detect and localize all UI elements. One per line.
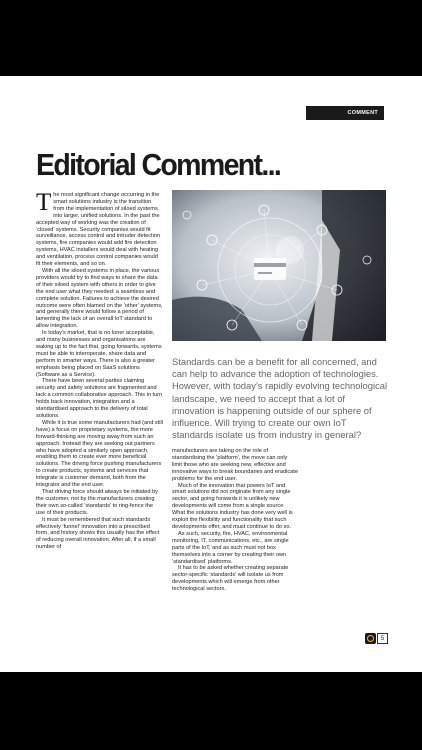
paragraph-text: he most significant change occurring in the smart solutions industry is the transition from the implementation of siloed systems into larger, unified solutions. In the past the accepted way of working was the creation of ‘closed’ systems. Security companies would fit surveillance, access control and intruder detection systems, fire companies would add fire detection systems, HVAC installers would deal with heating and ventilation, process control companies would fit their elements, and so on. (36, 192, 161, 268)
magazine-page (0, 76, 422, 672)
hero-image (172, 190, 386, 341)
article-paragraph: While it is true some manufacturers had (and still have) a focus on proprietary systems, the more forward-thinking are moving away from such an approach. Instead they are seeking out partners who have adopted a similarly open approach, enabling them to create ever more beneficial solutions. The driving force pushing manufacturers to create products, systems and services that integrate is customer demand, both from the integrator and the end user. (36, 419, 163, 489)
drop-cap: T (36, 189, 52, 216)
section-tab: COMMENT (306, 106, 384, 120)
article-paragraph: That driving force should always be initiated by the customer, not by the manufacturers creating their own so-called ‘standards’ to ring-fence the use of their products. (36, 488, 158, 516)
article-paragraph: As such, security, fire, HVAC, environmental monitoring, IT, communications, etc., are single parts of the IoT, and as such must not box themselves into a corner by creating their own ‘standardised’ platforms. (172, 530, 289, 565)
article-column-left (36, 189, 163, 551)
article-paragraph: Much of the innovation that powers IoT and smart solutions did not originate from any single sector, and going forwards it is unlikely new developments will come from a single source. What the solutions industry has done very well is exploit the flexibility and functionality that such developments offer, and must continue to do so. (172, 482, 293, 530)
page-number: 5 (377, 633, 388, 644)
article-title: Editorial Comment... (36, 147, 281, 182)
article-paragraph: With all the siloed systems in place, the various providers would try to find ways to share the data of their siloed system with others in order to give the end user what they needed: a seamless and complete solution. Failures to achieve the desired outcome were often blamed on the ‘other’ systems, and generally there would follow a period of lamenting the lack of an overall IoT standard to allow integration. (36, 267, 163, 330)
pull-quote: Standards can be a benefit for all concerned, and can help to advance the adoption of technologies. However, with today’s rapidly evolving technological landscape, we need to accept that a lot of innovation is happening outside of our sphere of influence. Will trying to create our own IoT standards isolate us from industry in general? (172, 356, 388, 441)
article-paragraph: It has to be asked whether creating separate sector-specific ‘standards’ will isolate us from developments which will emerge from other technological sectors. (172, 565, 289, 593)
article-paragraph: manufacturers are taking on the role of standardising the ‘platform’, the move can only limit those who are seeking new, effective and innovative ways to break boundaries and eradicate problems for the end user. (172, 448, 298, 482)
network-illustration (172, 190, 386, 341)
article-paragraph: In today’s market, that is no loner acceptable, and many businesses and organisations are waking up to the fact that, going forwards, systems must be able to interoperate, share data and perform in smarter ways. There is also a greater emphasis being placed on SaaS solutions (Software as a Service). (36, 330, 162, 378)
credit-card-icon (254, 258, 286, 280)
article-paragraph: There have been several parties claiming security and safety solutions are fragmented and lack a common collaborative approach. This in turn holds back innovation, integration and a standardised approach to the delivery of total solutions. (36, 378, 163, 419)
article-paragraph (36, 189, 163, 268)
article-paragraph: It must be remembered that such standards effectively ‘funnel’ innovation into a prescribed form, and history shows this usually has the effect of reducing overall innovation. After all, if a small number of (36, 516, 160, 551)
article-column-right (172, 448, 298, 593)
magazine-logo-icon (365, 633, 376, 644)
